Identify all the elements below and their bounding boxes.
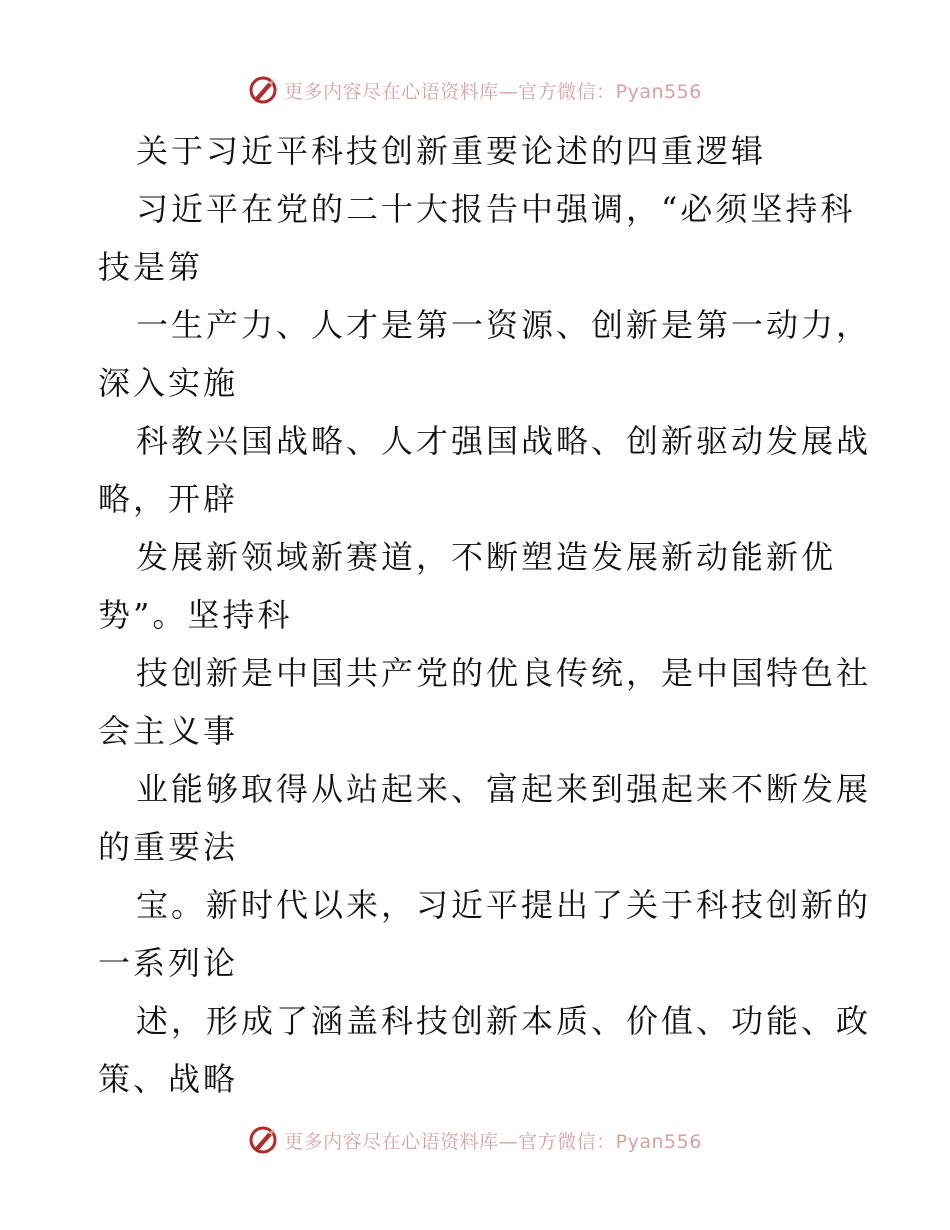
text-line: 宝。新时代以来，习近平提出了关于科技创新的 xyxy=(136,886,872,924)
document-body xyxy=(98,122,872,1108)
footer-banner xyxy=(0,1120,950,1160)
pen-quill-logo-icon xyxy=(248,1125,278,1155)
text-line: 技是第 xyxy=(98,248,204,286)
text-line: 发展新领域新赛道，不断塑造发展新动能新优 xyxy=(136,538,837,576)
text-line: 科教兴国战略、人才强国战略、创新驱动发展战 xyxy=(136,422,872,460)
text-line: 深入实施 xyxy=(98,364,239,402)
text-line: 业能够取得从站起来、富起来到强起来不断发展 xyxy=(136,770,872,808)
text-line: 关于习近平科技创新重要论述的四重逻辑 xyxy=(136,132,767,170)
pen-quill-logo-icon xyxy=(248,75,278,105)
text-line: 势”。坚持科 xyxy=(98,596,293,634)
text-line: 策、战略 xyxy=(98,1060,239,1098)
header-banner xyxy=(0,70,950,110)
text-line: 述，形成了涵盖科技创新本质、价值、功能、政 xyxy=(136,1002,872,1040)
header-banner-text: 更多内容尽在心语资料库—官方微信：Pyan556 xyxy=(284,80,702,103)
text-line: 一生产力、人才是第一资源、创新是第一动力， xyxy=(136,306,872,344)
text-line: 会主义事 xyxy=(98,712,239,750)
footer-banner-text: 更多内容尽在心语资料库—官方微信：Pyan556 xyxy=(284,1130,702,1153)
text-line: 略，开辟 xyxy=(98,480,239,518)
text-line: 习近平在党的二十大报告中强调，“必须坚持科 xyxy=(136,190,856,228)
text-line: 的重要法 xyxy=(98,828,239,866)
text-line: 一系列论 xyxy=(98,944,239,982)
text-line: 技创新是中国共产党的优良传统，是中国特色社 xyxy=(136,654,872,692)
